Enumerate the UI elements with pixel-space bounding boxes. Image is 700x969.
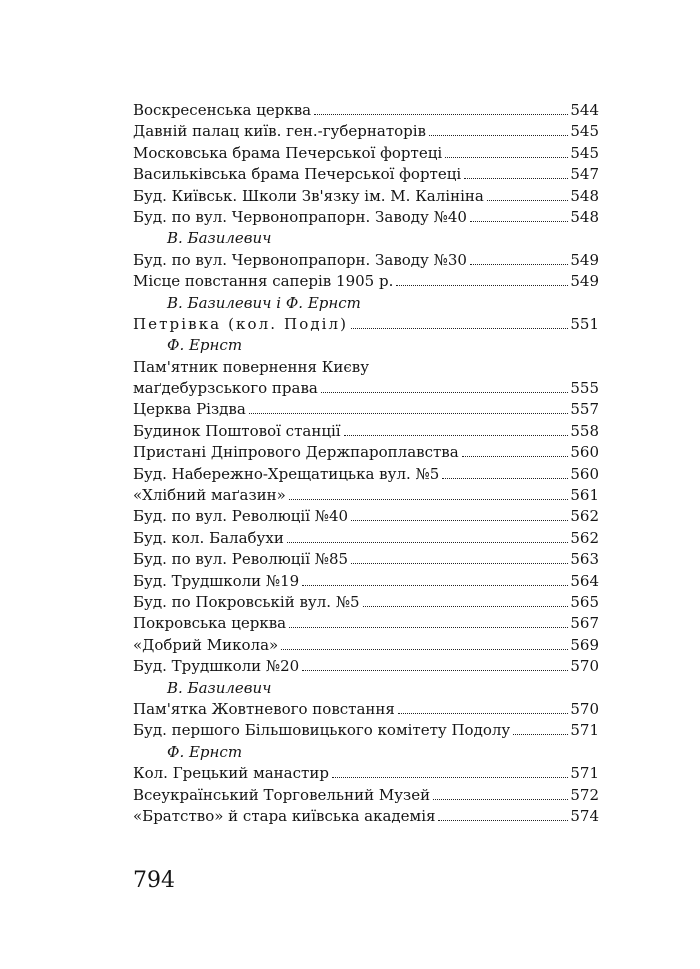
dot-leader <box>363 601 569 607</box>
toc-entry <box>133 549 599 570</box>
toc-entry-page: 549 <box>570 272 599 291</box>
toc-entry-page: 569 <box>570 635 599 654</box>
toc-entry <box>133 271 599 292</box>
toc-entry-page: 567 <box>570 614 599 633</box>
toc-entry-page: 558 <box>570 421 599 440</box>
toc-entry-page: 565 <box>570 592 599 611</box>
toc-entry-page: 549 <box>570 250 599 269</box>
table-of-contents <box>133 100 599 827</box>
toc-entry <box>133 314 599 335</box>
toc-entry-page: 545 <box>570 143 599 162</box>
toc-entry-title: Церква Різдва <box>133 400 246 419</box>
toc-entry-page: 562 <box>570 507 599 526</box>
toc-entry-page: 562 <box>570 528 599 547</box>
toc-entry-page: 560 <box>570 464 599 483</box>
toc-entry <box>133 121 599 142</box>
toc-entry-page: 548 <box>570 186 599 205</box>
dot-leader <box>351 323 568 329</box>
toc-author: В. Базилевич <box>167 229 272 248</box>
toc-entry-title: Воскресенська церква <box>133 101 312 119</box>
toc-entry-page: 561 <box>570 486 599 505</box>
toc-entry-title: Буд. по вул. Революції №40 <box>133 507 349 526</box>
dot-leader <box>442 473 568 479</box>
toc-entry <box>133 464 599 485</box>
dot-leader <box>351 558 568 564</box>
dot-leader <box>464 173 568 179</box>
toc-entry-title: Петрівка (кол. Поділ) <box>133 314 349 333</box>
toc-entry <box>133 656 599 677</box>
toc-entry-page: 563 <box>570 550 599 569</box>
dot-leader <box>321 387 569 393</box>
toc-entry-page: 564 <box>570 571 599 590</box>
dot-leader <box>281 644 568 650</box>
toc-entry <box>133 699 599 720</box>
toc-entry <box>133 186 599 207</box>
toc-entry <box>133 613 599 634</box>
dot-leader <box>287 537 569 543</box>
dot-leader <box>396 280 568 286</box>
dot-leader <box>487 195 569 201</box>
toc-entry-page: 572 <box>570 785 599 804</box>
dot-leader <box>445 152 568 158</box>
toc-entry-page: 570 <box>570 657 599 676</box>
dot-leader <box>438 815 568 821</box>
dot-leader <box>314 109 568 115</box>
toc-entry-page: 548 <box>570 207 599 226</box>
toc-entry <box>133 528 599 549</box>
dot-leader <box>513 729 568 735</box>
toc-author: В. Базилевич і Ф. Ернст <box>167 293 361 312</box>
toc-entry-title: Буд. Трудшколи №20 <box>133 657 300 676</box>
toc-entry-page: 574 <box>570 806 599 825</box>
toc-entry-title-line: Пам'ятник повернення Києву <box>133 357 370 376</box>
dot-leader <box>470 259 568 265</box>
toc-entry-title: Давній палац київ. ген.-губернаторів <box>133 122 426 141</box>
dot-leader <box>462 451 569 457</box>
dot-leader <box>344 430 569 436</box>
toc-entry-title: маґдебурзського права <box>133 379 318 398</box>
toc-entry-page: 545 <box>570 122 599 141</box>
toc-entry-title: Пам'ятка Жовтневого повстання <box>133 699 395 718</box>
dot-leader <box>302 665 568 671</box>
toc-entry-title: Буд. кол. Балабухи <box>133 528 284 547</box>
toc-entry-page: 571 <box>570 764 599 783</box>
toc-entry <box>133 378 599 399</box>
dot-leader <box>398 708 568 714</box>
toc-entry-title: Буд. по вул. Червонопрапорн. Заводу №30 <box>133 250 467 269</box>
toc-entry <box>133 506 599 527</box>
toc-entry-title: Буд. Трудшколи №19 <box>133 571 300 590</box>
toc-entry-title: Кол. Грецький манастир <box>133 764 329 783</box>
dot-leader <box>302 580 568 586</box>
toc-entry <box>133 421 599 442</box>
toc-entry-title: Будинок Поштової станції <box>133 421 341 440</box>
toc-entry-title: Московська брама Печерської фортеці <box>133 143 443 162</box>
toc-entry <box>133 164 599 185</box>
toc-entry-page: 555 <box>570 379 599 398</box>
toc-entry <box>133 100 599 121</box>
toc-entry-page: 557 <box>570 400 599 419</box>
dot-leader <box>249 408 569 414</box>
toc-entry-title: Буд. Набережно-Хрещатицька вул. №5 <box>133 464 440 483</box>
dot-leader <box>351 515 568 521</box>
toc-entry-title: «Добрий Микола» <box>133 635 279 654</box>
toc-entry <box>133 720 599 741</box>
toc-entry <box>133 785 599 806</box>
toc-entry-title: Буд. Київськ. Школи Зв'язку ім. М. Калініна <box>133 186 484 205</box>
toc-author: Ф. Ернст <box>167 742 243 761</box>
toc-entry-page: 570 <box>570 699 599 718</box>
toc-entry-title: Місце повстання саперів 1905 р. <box>133 272 394 291</box>
toc-entry <box>133 592 599 613</box>
toc-entry <box>133 763 599 784</box>
toc-entry-title: Васильківська брама Печерської фортеці <box>133 165 462 184</box>
dot-leader <box>433 794 568 800</box>
toc-entry-title: Буд. по Покровській вул. №5 <box>133 592 360 611</box>
toc-entry-title: «Хлібний маґазин» <box>133 486 286 505</box>
toc-entry <box>133 207 599 228</box>
toc-entry <box>133 571 599 592</box>
toc-entry <box>133 806 599 827</box>
toc-entry-page: 547 <box>570 165 599 184</box>
toc-entry-title: Буд. першого Більшовицького комітету Подолу <box>133 721 511 740</box>
toc-entry-title: Буд. по вул. Червонопрапорн. Заводу №40 <box>133 207 467 226</box>
toc-entry <box>133 485 599 506</box>
toc-entry <box>133 442 599 463</box>
toc-entry <box>133 635 599 656</box>
dot-leader <box>289 622 568 628</box>
toc-entry-title: Буд. по вул. Революції №85 <box>133 550 349 569</box>
toc-entry-page: 544 <box>570 101 599 119</box>
toc-entry-title: Всеукраїнський Торговельний Музей <box>133 785 431 804</box>
toc-author: Ф. Ернст <box>167 336 243 355</box>
dot-leader <box>289 494 569 500</box>
dot-leader <box>470 216 568 222</box>
toc-entry-title: Пристані Дніпрового Держпароплавства <box>133 443 459 462</box>
toc-entry-title: Покровська церква <box>133 614 287 633</box>
toc-author: В. Базилевич <box>167 678 272 697</box>
toc-entry-page: 571 <box>570 721 599 740</box>
toc-entry-page: 551 <box>570 314 599 333</box>
page-number: 794 <box>133 868 175 893</box>
toc-entry-title: «Братство» й стара київська академія <box>133 806 436 825</box>
toc-entry <box>133 143 599 164</box>
dot-leader <box>429 130 568 136</box>
toc-entry <box>133 250 599 271</box>
toc-entry <box>133 399 599 420</box>
dot-leader <box>332 772 568 778</box>
toc-entry-page: 560 <box>570 443 599 462</box>
